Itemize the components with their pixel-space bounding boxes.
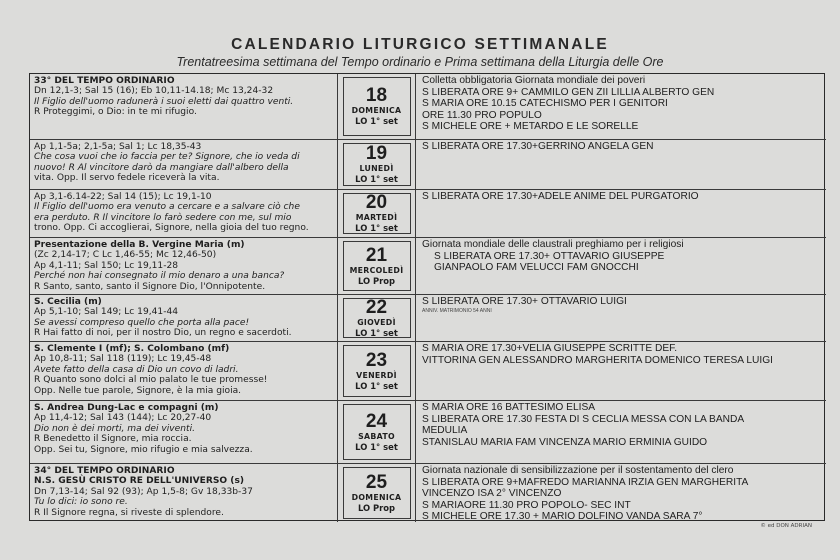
- intention-line: STANISLAU MARIA FAM VINCENZA MARIO ERMINIA GUIDO: [422, 436, 708, 448]
- readings-cell: [30, 74, 338, 140]
- reading-line: Se avessi compreso quello che porta alla pace!: [34, 317, 250, 328]
- intentions-cell: [416, 342, 826, 401]
- date-cell: [338, 140, 416, 190]
- intention-line: S MICHELE ORE + METARDO E LE SORELLE: [422, 121, 639, 133]
- intention-line: S LIBERATA ORE 9+ CAMMILO GEN ZII LILLIA ALBERTO GEN: [422, 86, 715, 98]
- intentions-cell: [416, 464, 826, 522]
- intention-line: GIANPAOLO FAM VELUCCI FAM GNOCCHI: [434, 262, 639, 274]
- intention-line: S MARIAORE 11.30 PRO POPOLO- SEC INT: [422, 499, 631, 511]
- intention-line: S MARIA ORE 17.30+VELIA GIUSEPPE SCRITTE DEF.: [422, 343, 678, 354]
- readings-cell: [30, 401, 338, 464]
- intentions-cell: [416, 140, 826, 190]
- reading-line: Ap 1,1-5a; 2,1-5a; Sal 1; Lc 18,35-43: [34, 142, 202, 152]
- date-box: [343, 345, 411, 397]
- intentions-cell: [416, 190, 826, 238]
- intention-line: S LIBERATA ORE 17.30+ADELE ANIME DEL PURGATORIO: [422, 191, 699, 202]
- reading-line: nuovo! R Al vincitore darò da mangiare dall'albero della: [34, 162, 289, 173]
- celebration-title: 34° DEL TEMPO ORDINARIO: [34, 466, 175, 476]
- page-subtitle: Trentatreesima settimana del Tempo ordinario e Prima settimana della Liturgia delle Ore: [176, 55, 664, 69]
- reading-line: Avete fatto della casa di Dio un covo di ladri.: [34, 364, 239, 375]
- celebration-title: 33° DEL TEMPO ORDINARIO: [34, 76, 175, 86]
- reading-line: Perché non hai consegnato il mio denaro a una banca?: [34, 271, 285, 282]
- intentions-cell: [416, 238, 826, 295]
- day-number: 24: [365, 410, 388, 432]
- intention-line: S LIBERATA ORE 17.30+ OTTAVARIO GIUSEPPE: [434, 250, 665, 262]
- intentions-cell: [416, 295, 826, 342]
- day-number: 21: [365, 244, 388, 266]
- weekday-name: DOMENICA: [351, 492, 402, 502]
- celebration-title: S. Cecilia (m): [34, 297, 102, 307]
- reading-line: R Hai fatto di noi, per il nostro Dio, un regno e sacerdoti.: [34, 328, 292, 339]
- liturgy-of-hours: LO 1° set: [355, 441, 398, 452]
- liturgy-of-hours: LO 1° set: [355, 174, 398, 184]
- weekday-name: MARTEDÌ: [355, 213, 398, 222]
- intention-line: ORE 11.30 PRO POPULO: [422, 109, 542, 121]
- intention-line: Giornata nazionale di sensibilizzazione per il sostentamento del clero: [422, 465, 734, 476]
- date-cell: [338, 464, 416, 522]
- reading-line: (Zc 2,14-17; C Lc 1,46-55; Mc 12,46-50): [34, 250, 217, 261]
- reading-line: Il Figlio dell'uomo era venuto a cercare e a salvare ciò che: [34, 202, 300, 213]
- liturgy-of-hours: LO Prop: [357, 275, 396, 286]
- weekday-name: SABATO: [358, 431, 395, 441]
- intention-line: S LIBERATA ORE 17.30+GERRINO ANGELA GEN: [422, 141, 654, 152]
- reading-line: Che cosa vuoi che io faccia per te? Signore, che io veda di: [34, 152, 300, 163]
- date-cell: [338, 74, 416, 140]
- date-box: [343, 77, 411, 136]
- reading-line: Ap 10,8-11; Sal 118 (119); Lc 19,45-48: [34, 354, 212, 365]
- date-box: [343, 241, 411, 291]
- intention-line: VITTORINA GEN ALESSANDRO MARGHERITA DOMENICO TERESA LUIGI: [422, 354, 773, 366]
- intentions-cell: [416, 401, 826, 464]
- page-title: CALENDARIO LITURGICO SETTIMANALE: [231, 36, 609, 53]
- weekday-name: VENERDÌ: [356, 370, 397, 380]
- intention-line: S MARIA ORE 16 BATTESIMO ELISA: [422, 402, 596, 413]
- celebration-title: Presentazione della B. Vergine Maria (m): [34, 240, 245, 250]
- readings-cell: [30, 190, 338, 238]
- reading-line: Dn 7,13-14; Sal 92 (93); Ap 1,5-8; Gv 18,33b-37: [34, 486, 253, 497]
- day-number: 23: [365, 349, 388, 371]
- date-cell: [338, 342, 416, 401]
- weekday-name: DOMENICA: [351, 106, 402, 115]
- weekday-name: GIOVEDÌ: [357, 317, 396, 327]
- reading-line: era perduto. R Il vincitore lo farò sedere con me, sul mio: [34, 212, 292, 223]
- reading-line: vita. Opp. Il servo fedele riceverà la vita.: [34, 173, 220, 184]
- weekly-calendar-table: [29, 73, 825, 521]
- reading-line: Ap 4,1-11; Sal 150; Lc 19,11-28: [34, 260, 179, 271]
- intention-line: VINCENZO ISA 2° VINCENZO: [422, 488, 562, 500]
- reading-line: Il Figlio dell'uomo radunerà i suoi eletti dai quattro venti.: [34, 96, 294, 107]
- reading-line: R Quanto sono dolci al mio palato le tue promesse!: [34, 375, 268, 386]
- reading-line: Opp. Nelle tue parole, Signore, è la mia gioia.: [34, 385, 242, 396]
- date-box: [343, 298, 411, 338]
- anniversary-note: ANNIV. MATRIMONIO 54 ANNI: [422, 307, 492, 314]
- day-number: 22: [365, 296, 388, 318]
- intention-line: S MARIA ORE 10.15 CATECHISMO PER I GENITORI: [422, 98, 668, 110]
- intention-line: Giornata mondiale delle claustrali preghiamo per i religiosi: [422, 239, 684, 250]
- liturgy-of-hours: LO 1° set: [355, 116, 398, 126]
- reading-line: Ap 11,4-12; Sal 143 (144); Lc 20,27-40: [34, 413, 212, 424]
- date-box: [343, 467, 411, 519]
- liturgy-of-hours: LO Prop: [357, 502, 396, 513]
- reading-line: R Benedetto il Signore, mia roccia.: [34, 434, 192, 445]
- reading-line: Ap 5,1-10; Sal 149; Lc 19,41-44: [34, 307, 179, 318]
- celebration-title: S. Clemente I (mf); S. Colombano (mf): [34, 344, 230, 354]
- liturgy-of-hours: LO 1° set: [355, 327, 398, 338]
- intention-line: S LIBERATA ORE 9+MAFREDO MARIANNA IRZIA GEN MARGHERITA: [422, 476, 749, 488]
- date-cell: [338, 190, 416, 238]
- celebration-title: S. Andrea Dung-Lac e compagni (m): [34, 403, 219, 413]
- intention-line: Colletta obbligatoria Giornata mondiale dei poveri: [422, 75, 646, 86]
- day-number: 18: [365, 85, 388, 106]
- readings-cell: [30, 238, 338, 295]
- reading-line: Dio non è dei morti, ma dei viventi.: [34, 423, 196, 434]
- credit-note: © ed DON ADRIAN: [760, 523, 812, 529]
- date-cell: [338, 295, 416, 342]
- reading-line: Opp. Sei tu, Signore, mio rifugio e mia salvezza.: [34, 444, 253, 455]
- intentions-cell: [416, 74, 826, 140]
- reading-line: Ap 3,1-6.14-22; Sal 14 (15); Lc 19,1-10: [34, 192, 212, 202]
- readings-cell: [30, 140, 338, 190]
- liturgy-of-hours: LO 1° set: [355, 223, 398, 233]
- intention-line: MEDULIA: [422, 425, 468, 437]
- intention-line: S LIBERATA ORE 17.30 FESTA DI S CECLIA MESSA CON LA BANDA: [422, 413, 745, 425]
- celebration-title: N.S. GESÙ CRISTO RE DELL'UNIVERSO (s): [34, 476, 245, 487]
- reading-line: trono. Opp. Ci accoglierai, Signore, nella gioia del tuo regno.: [34, 223, 309, 234]
- date-box: [343, 143, 411, 186]
- readings-cell: [30, 342, 338, 401]
- date-box: [343, 193, 411, 234]
- intention-line: S MICHELE ORE 17.30 + MARIO DOLFINO VANDA SARA 7°: [422, 511, 703, 522]
- day-number: 20: [365, 192, 388, 213]
- reading-line: Tu lo dici: io sono re.: [34, 497, 128, 508]
- reading-line: R Santo, santo, santo il Signore Dio, l'Onnipotente.: [34, 281, 266, 292]
- date-cell: [338, 238, 416, 295]
- reading-line: R Proteggimi, o Dio: in te mi rifugio.: [34, 107, 197, 118]
- intention-line: S LIBERATA ORE 17.30+ OTTAVARIO LUIGI: [422, 296, 627, 307]
- day-number: 25: [365, 471, 388, 493]
- readings-cell: [30, 464, 338, 522]
- date-cell: [338, 401, 416, 464]
- reading-line: R Il Signore regna, si riveste di splendore.: [34, 507, 224, 518]
- weekday-name: LUNEDÌ: [359, 164, 394, 173]
- weekday-name: MERCOLEDÌ: [349, 265, 404, 275]
- reading-line: Dn 12,1-3; Sal 15 (16); Eb 10,11-14.18; Mc 13,24-32: [34, 86, 274, 97]
- readings-cell: [30, 295, 338, 342]
- day-number: 19: [365, 143, 388, 164]
- liturgy-of-hours: LO 1° set: [355, 380, 398, 391]
- date-box: [343, 404, 411, 460]
